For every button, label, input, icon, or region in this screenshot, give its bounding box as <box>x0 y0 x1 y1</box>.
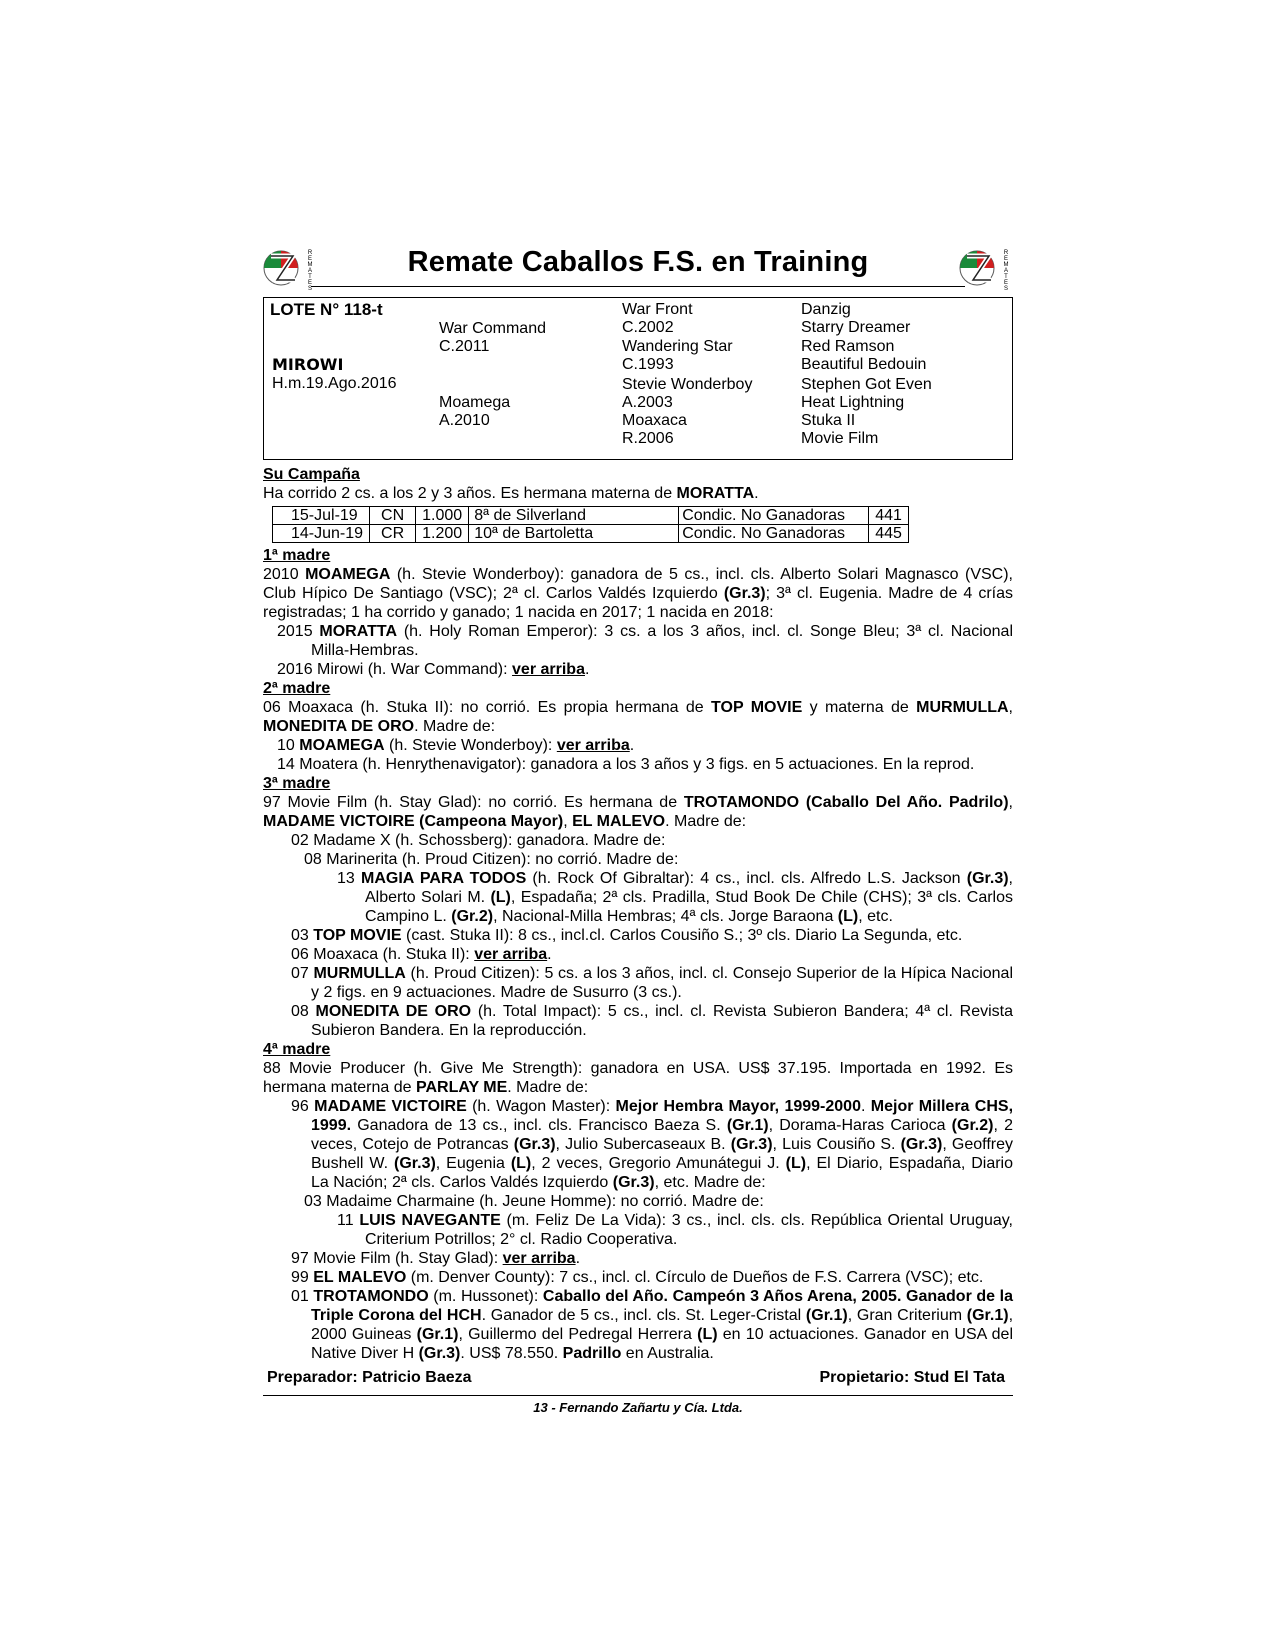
pedigree-gen2: Wandering Star <box>622 338 733 355</box>
dam-name: Moamega <box>439 394 511 411</box>
svg-text:R: R <box>307 250 313 256</box>
dam-paragraph: 2010 MOAMEGA (h. Stevie Wonderboy): ganadora de 5 cs., incl. cls. Alberto Solari Magnasco (VSC), Club Hípico De Santiago (VSC); 2ª cl. Carlos Valdés Izquierdo (Gr.3); 3ª cl. Eugenia. Madre de 4 crías registradas; 1 ha corrido y ganado; 1 nacida en 2017; 1 nacida en 2018: <box>263 566 1014 621</box>
pedigree-gen2: Stevie Wonderboy <box>622 376 753 393</box>
race-distance: 1.000 <box>416 507 469 525</box>
pedigree-gen2: A.2003 <box>622 394 673 411</box>
pedigree-gen3: Red Ramson <box>801 338 895 355</box>
produce-entry: 08 Marinerita (h. Proud Citizen): no corrió. Madre de: <box>304 851 679 868</box>
catalog-body <box>263 465 1013 1363</box>
produce-entry: 11 LUIS NAVEGANTE (m. Feliz De La Vida): 3 cs., incl. cls. cls. República Oriental Uruguay, Criterium Potrillos; 2° cl. Radio Cooperativa. <box>337 1212 1013 1248</box>
produce-entry: 03 TOP MOVIE (cast. Stuka II): 8 cs., incl.cl. Carlos Cousiño S.; 3º cls. Diario La Segunda, etc. <box>291 927 963 944</box>
section-heading: 4ª madre <box>263 1041 331 1058</box>
owner: Propietario: Stud El Tata <box>819 1369 1005 1386</box>
pedigree-box <box>263 297 1013 460</box>
race-result: 8ª de Silverland <box>469 507 679 525</box>
campaign-intro: Ha corrido 2 cs. a los 2 y 3 años. Es hermana materna de MORATTA. <box>263 485 759 502</box>
race-condition: Condic. No Ganadoras <box>679 507 869 525</box>
pedigree-gen2: C.1993 <box>622 356 674 373</box>
race-distance: 1.200 <box>416 525 469 543</box>
produce-entry: 99 EL MALEVO (m. Denver County): 7 cs., incl. cl. Círculo de Dueños de F.S. Carrera (VSC); etc. <box>291 1269 984 1286</box>
title-rule <box>311 286 965 287</box>
svg-text:E: E <box>1003 280 1009 286</box>
pedigree-gen3: Beautiful Bedouin <box>801 356 927 373</box>
race-result: 10ª de Bartoletta <box>469 525 679 543</box>
section-heading: 1ª madre <box>263 547 331 564</box>
pedigree-gen3: Danzig <box>801 301 851 318</box>
dam-paragraph: 88 Movie Producer (h. Give Me Strength): ganadora en USA. US$ 37.195. Importada en 1992. Es hermana materna de PARLAY ME. Madre de: <box>263 1060 1013 1096</box>
pedigree-gen2: R.2006 <box>622 430 674 447</box>
table-row <box>273 507 909 525</box>
section-heading: 2ª madre <box>263 680 331 697</box>
sire-info: C.2011 <box>439 338 490 355</box>
race-track: CR <box>370 525 416 543</box>
pedigree-gen3: Stephen Got Even <box>801 376 932 393</box>
produce-entry: 06 Moaxaca (h. Stuka II): ver arriba. <box>291 946 552 963</box>
page <box>263 240 1013 1415</box>
pedigree-gen3: Stuka II <box>801 412 856 429</box>
produce-entry: 08 MONEDITA DE ORO (h. Total Impact): 5 cs., incl. cl. Revista Subieron Bandera; 4ª cl. Revista Subieron Bandera. En la reproducción. <box>291 1003 1013 1039</box>
race-condition: Condic. No Ganadoras <box>679 525 869 543</box>
page-title: Remate Caballos F.S. en Training <box>407 246 869 278</box>
svg-text:R: R <box>1003 250 1009 256</box>
svg-text:S: S <box>307 286 313 292</box>
sire-name: War Command <box>439 320 546 337</box>
page-header <box>263 240 1013 296</box>
trainer: Preparador: Patricio Baeza <box>267 1369 472 1386</box>
zanartu-logo-icon <box>959 244 1013 292</box>
horse-name: MIROWI <box>272 355 344 374</box>
footer-rule <box>263 1395 1013 1396</box>
produce-entry: 10 MOAMEGA (h. Stevie Wonderboy): ver arriba. <box>277 737 635 754</box>
produce-entry: 96 MADAME VICTOIRE (h. Wagon Master): Mejor Hembra Mayor, 1999-2000. Mejor Millera CHS, 1999. Ganadora de 13 cs., incl. cls. Francisco Baeza S. (Gr.1), Dorama-Haras Carioca (Gr.2), 2 veces, Cotejo de Potrancas (Gr.3), Julio Subercaseaux B. (Gr.3), Luis Cousiño S. (Gr.3), Geoffrey Bushell W. (Gr.3), Eugenia (L), 2 veces, Gregorio Amunátegui J. (L), El Diario, Espadaña, Diario La Nación; 2ª cls. Carlos Valdés Izquierdo (Gr.3), etc. Madre de: <box>291 1098 1014 1191</box>
horse-info: H.m.19.Ago.2016 <box>272 375 397 392</box>
pedigree-gen2: Moaxaca <box>622 412 687 429</box>
race-weight: 445 <box>869 525 909 543</box>
lot-number: LOTE N° 118-t <box>270 300 383 319</box>
race-track: CN <box>370 507 416 525</box>
produce-entry: 02 Madame X (h. Schossberg): ganadora. Madre de: <box>291 832 666 849</box>
dam-paragraph: 97 Movie Film (h. Stay Glad): no corrió. Es hermana de TROTAMONDO (Caballo Del Año. Padrilo), MADAME VICTOIRE (Campeona Mayor), EL MALEVO. Madre de: <box>263 794 1013 830</box>
svg-text:A: A <box>1003 268 1009 274</box>
page-footer: 13 - Fernando Zañartu y Cía. Ltda. <box>533 1400 743 1415</box>
zanartu-logo-icon <box>263 244 317 292</box>
pedigree-gen3: Starry Dreamer <box>801 319 911 336</box>
produce-entry: 13 MAGIA PARA TODOS (h. Rock Of Gibraltar): 4 cs., incl. cls. Alfredo L.S. Jackson (Gr.3), Alberto Solari M. (L), Espadaña; 2ª cls. Pradilla, Stud Book De Chile (CHS); 3ª cls. Carlos Campino L. (Gr.2), Nacional-Milla Hembras; 4ª cls. Jorge Baraona (L), etc. <box>337 870 1013 925</box>
table-row <box>273 525 909 543</box>
svg-text:A: A <box>307 268 313 274</box>
dam-paragraph: 06 Moaxaca (h. Stuka II): no corrió. Es propia hermana de TOP MOVIE y materna de MURMULLA, MONEDITA DE ORO. Madre de: <box>263 699 1013 735</box>
section-heading: Su Campaña <box>263 466 360 483</box>
svg-text:T: T <box>308 274 312 280</box>
produce-entry: 01 TROTAMONDO (m. Hussonet): Caballo del Año. Campeón 3 Años Arena, 2005. Ganador de la Triple Corona del HCH. Ganador de 5 cs., incl. cls. St. Leger-Cristal (Gr.1), Gran Criterium (Gr.1), 2000 Guineas (Gr.1), Guillermo del Pedregal Herrera (L) en 10 actuaciones. Ganador en USA del Native Diver H (Gr.3). US$ 78.550. Padrillo en Australia. <box>291 1288 1014 1362</box>
section-heading: 3ª madre <box>263 775 331 792</box>
svg-text:S: S <box>1003 286 1009 292</box>
pedigree-gen3: Heat Lightning <box>801 394 905 411</box>
footer-credits <box>263 1369 1013 1391</box>
dam-info: A.2010 <box>439 412 490 429</box>
race-date: 15-Jul-19 <box>273 507 370 525</box>
svg-text:E: E <box>307 256 313 262</box>
produce-entry: 14 Moatera (h. Henrythenavigator): ganadora a los 3 años y 3 figs. en 5 actuaciones. En la reprod. <box>277 756 975 773</box>
produce-entry: 97 Movie Film (h. Stay Glad): ver arriba. <box>291 1250 581 1267</box>
svg-text:T: T <box>1004 274 1008 280</box>
produce-entry: 2015 MORATTA (h. Holy Roman Emperor): 3 cs. a los 3 años, incl. cl. Songe Bleu; 3ª cl. Nacional Milla-Hembras. <box>277 623 1014 659</box>
svg-text:M: M <box>307 262 313 268</box>
race-date: 14-Jun-19 <box>273 525 370 543</box>
produce-entry: 2016 Mirowi (h. War Command): ver arriba. <box>277 661 590 678</box>
race-weight: 441 <box>869 507 909 525</box>
pedigree-gen2: War Front <box>622 301 693 318</box>
pedigree-gen3: Movie Film <box>801 430 879 447</box>
produce-entry: 07 MURMULLA (h. Proud Citizen): 5 cs. a los 3 años, incl. cl. Consejo Superior de la Hípica Nacional y 2 figs. en 9 actuaciones. Madre de Susurro (3 cs.). <box>291 965 1013 1001</box>
svg-text:E: E <box>307 280 313 286</box>
svg-text:E: E <box>1003 256 1009 262</box>
race-table <box>272 506 909 543</box>
produce-entry: 03 Madaime Charmaine (h. Jeune Homme): no corrió. Madre de: <box>304 1193 764 1210</box>
pedigree-gen2: C.2002 <box>622 319 674 336</box>
svg-text:M: M <box>1003 262 1009 268</box>
